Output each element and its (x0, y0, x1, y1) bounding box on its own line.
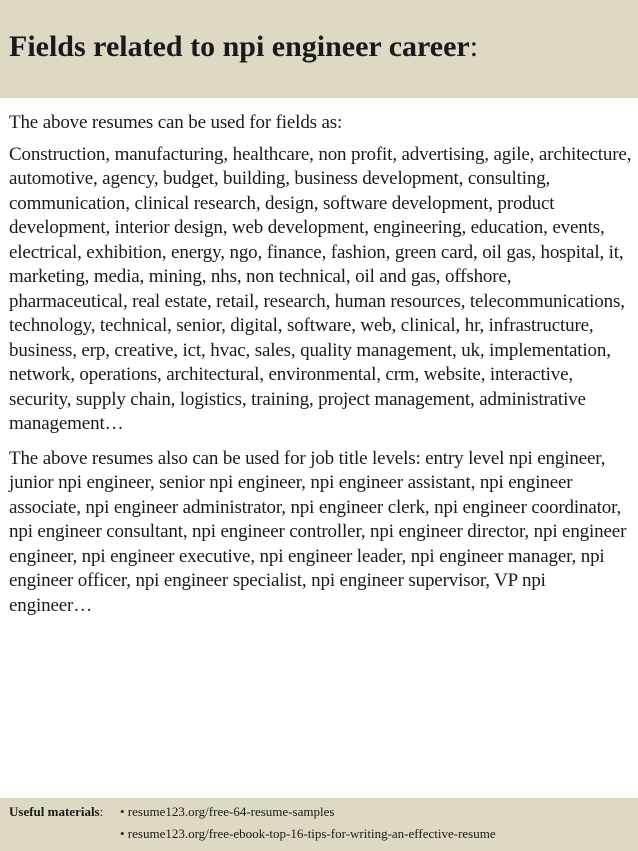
main-content (9, 111, 633, 618)
fields-list-paragraph: Construction, manufacturing, healthcare, non profit, advertising, agile, architecture, automotive, agency, budget, building, business development, consulting, communication, clinical research, design, software development, product development, interior design, web development, engineering, education, events, electrical, exhibition, energy, ngo, finance, fashion, green card, oil gas, hospital, it, marketing, media, mining, nhs, non technical, oil and gas, offshore, pharmaceutical, real estate, retail, research, human resources, telecommunications, technology, technical, senior, digital, software, web, clinical, hr, infrastructure, business, erp, creative, ict, hvac, sales, quality management, uk, implementation, network, operations, architectural, environmental, crm, website, interactive, security, supply chain, logistics, training, project management, administrative management… (9, 143, 632, 434)
page-title-colon: : (469, 30, 479, 63)
useful-materials-label-text: Useful materials (9, 804, 100, 819)
job-levels-paragraph: The above resumes also can be used for job title levels: entry level npi engineer, junior npi engineer, senior npi engineer, npi engineer assistant, npi engineer associate, npi engineer administrator, npi engineer clerk, npi engineer coordinator, npi engineer consultant, npi engineer controller, npi engineer director, npi engineer engineer, npi engineer executive, npi engineer leader, npi engineer manager, npi engineer officer, npi engineer specialist, npi engineer supervisor, VP npi engineer… (9, 447, 627, 616)
page-title-text: Fields related to npi engineer career (9, 30, 470, 63)
useful-materials-label (9, 802, 103, 822)
resource-link-resume-samples[interactable]: • resume123.org/free-64-resume-samples (120, 804, 335, 819)
useful-materials-label-colon: : (99, 804, 104, 819)
intro-text: The above resumes can be used for fields as: (9, 112, 343, 133)
resource-link-ebook-tips[interactable]: • resume123.org/free-ebook-top-16-tips-for-writing-an-effective-resume (120, 826, 496, 841)
page-title (9, 27, 638, 67)
footer-band (0, 798, 638, 851)
title-band (0, 0, 638, 98)
